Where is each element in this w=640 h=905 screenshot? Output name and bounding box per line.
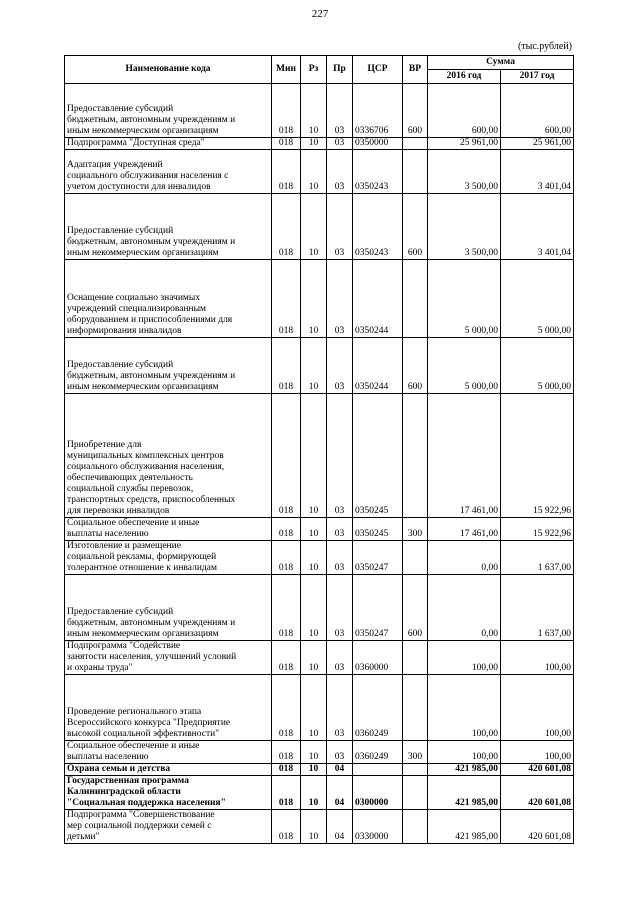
row-sum-2017: 420 601,08 (501, 776, 574, 810)
row-rz: 10 (301, 575, 327, 641)
table-header (65, 56, 574, 84)
row-min: 018 (272, 518, 301, 541)
row-sum-2016: 17 461,00 (428, 394, 501, 518)
table-row (65, 260, 574, 338)
row-pr: 03 (327, 338, 353, 394)
row-min: 018 (272, 641, 301, 675)
row-pr: 04 (327, 764, 353, 776)
row-sum-2016: 421 985,00 (428, 776, 501, 810)
row-name: Охрана семьи и детства (65, 764, 272, 776)
table-row (65, 394, 574, 518)
row-csr: 0350243 (353, 194, 403, 260)
row-sum-2016: 5 000,00 (428, 338, 501, 394)
row-vr (403, 150, 428, 194)
row-sum-2017: 3 401,04 (501, 194, 574, 260)
header-name: Наименование кода (65, 56, 272, 84)
row-rz: 10 (301, 138, 327, 150)
row-rz: 10 (301, 776, 327, 810)
row-min: 018 (272, 84, 301, 138)
row-min: 018 (272, 338, 301, 394)
row-csr: 0300000 (353, 776, 403, 810)
row-sum-2017: 1 637,00 (501, 541, 574, 575)
row-min: 018 (272, 394, 301, 518)
row-csr: 0336706 (353, 84, 403, 138)
row-pr: 03 (327, 518, 353, 541)
row-rz: 10 (301, 150, 327, 194)
row-name: Государственная программа Калининградской области "Социальная поддержка населения" (65, 776, 272, 810)
row-csr: 0350244 (353, 260, 403, 338)
row-sum-2016: 421 985,00 (428, 810, 501, 844)
page-number: 227 (311, 8, 329, 20)
table-row (65, 84, 574, 138)
row-rz: 10 (301, 675, 327, 741)
row-sum-2016: 421 985,00 (428, 764, 501, 776)
row-vr: 600 (403, 575, 428, 641)
row-vr (403, 138, 428, 150)
row-sum-2017: 15 922,96 (501, 518, 574, 541)
row-csr (353, 764, 403, 776)
row-csr: 0350247 (353, 575, 403, 641)
row-name: Проведение регионального этапа Всероссийского конкурса "Предприятие высокой социальной эффективности" (65, 675, 272, 741)
row-sum-2017: 420 601,08 (501, 764, 574, 776)
table-row (65, 150, 574, 194)
header-2017: 2017 год (501, 70, 574, 84)
table-row (65, 810, 574, 844)
row-sum-2016: 17 461,00 (428, 518, 501, 541)
row-rz: 10 (301, 641, 327, 675)
table-row (65, 764, 574, 776)
row-sum-2017: 100,00 (501, 675, 574, 741)
row-name: Подпрограмма "Совершенствование мер социальной поддержки семей с детьми" (65, 810, 272, 844)
row-name: Социальное обеспечение и иные выплаты населению (65, 741, 272, 764)
row-pr: 03 (327, 575, 353, 641)
header-pr: Пр (327, 56, 353, 84)
row-vr (403, 810, 428, 844)
row-sum-2017: 100,00 (501, 741, 574, 764)
table-row (65, 641, 574, 675)
row-min: 018 (272, 575, 301, 641)
row-name: Изготовление и размещение социальной рекламы, формирующей толерантное отношение к инвалидам (65, 541, 272, 575)
row-csr: 0330000 (353, 810, 403, 844)
row-rz: 10 (301, 518, 327, 541)
row-rz: 10 (301, 338, 327, 394)
row-sum-2017: 600,00 (501, 84, 574, 138)
row-sum-2016: 100,00 (428, 641, 501, 675)
row-vr (403, 675, 428, 741)
table-row (65, 741, 574, 764)
table-row (65, 194, 574, 260)
header-csr: ЦСР (353, 56, 403, 84)
row-csr: 0360249 (353, 675, 403, 741)
row-sum-2017: 3 401,04 (501, 150, 574, 194)
table-row (65, 541, 574, 575)
row-csr: 0350247 (353, 541, 403, 575)
units-note: (тыс.рублей) (517, 41, 572, 52)
row-pr: 03 (327, 675, 353, 741)
row-rz: 10 (301, 394, 327, 518)
row-min: 018 (272, 260, 301, 338)
budget-table (64, 55, 574, 844)
row-min: 018 (272, 138, 301, 150)
header-min: Мин (272, 56, 301, 84)
row-vr (403, 776, 428, 810)
row-sum-2016: 0,00 (428, 541, 501, 575)
row-pr: 03 (327, 394, 353, 518)
row-pr: 03 (327, 150, 353, 194)
row-name: Предоставление субсидий бюджетным, автономным учреждениям и иным некоммерческим организациям (65, 338, 272, 394)
row-min: 018 (272, 741, 301, 764)
row-csr: 0350245 (353, 518, 403, 541)
header-vr: ВР (403, 56, 428, 84)
row-vr: 600 (403, 84, 428, 138)
row-vr (403, 541, 428, 575)
row-csr: 0350244 (353, 338, 403, 394)
row-sum-2016: 5 000,00 (428, 260, 501, 338)
row-sum-2017: 1 637,00 (501, 575, 574, 641)
table-row (65, 776, 574, 810)
row-min: 018 (272, 776, 301, 810)
row-sum-2017: 15 922,96 (501, 394, 574, 518)
row-name: Предоставление субсидий бюджетным, автономным учреждениям и иным некоммерческим организациям (65, 575, 272, 641)
row-rz: 10 (301, 194, 327, 260)
row-rz: 10 (301, 260, 327, 338)
row-sum-2016: 3 500,00 (428, 194, 501, 260)
header-2016: 2016 год (428, 70, 501, 84)
row-min: 018 (272, 764, 301, 776)
header-sum: Сумма (428, 56, 574, 70)
row-sum-2017: 5 000,00 (501, 260, 574, 338)
row-vr (403, 641, 428, 675)
row-pr: 04 (327, 810, 353, 844)
row-name: Приобретение для муниципальных комплексных центров социального обслуживания населения, обеспечивающих деятельность социальной службы перевозок, транспортных средств, приспособленных для перевозки инвалидов (65, 394, 272, 518)
row-min: 018 (272, 150, 301, 194)
row-rz: 10 (301, 810, 327, 844)
row-pr: 03 (327, 84, 353, 138)
row-rz: 10 (301, 541, 327, 575)
row-vr (403, 764, 428, 776)
table-row (65, 518, 574, 541)
row-sum-2017: 100,00 (501, 641, 574, 675)
row-name: Подпрограмма "Доступная среда" (65, 138, 272, 150)
row-csr: 0360249 (353, 741, 403, 764)
row-min: 018 (272, 810, 301, 844)
table-row (65, 675, 574, 741)
row-vr (403, 260, 428, 338)
row-pr: 03 (327, 138, 353, 150)
row-pr: 03 (327, 541, 353, 575)
row-sum-2016: 100,00 (428, 741, 501, 764)
row-sum-2017: 420 601,08 (501, 810, 574, 844)
row-min: 018 (272, 194, 301, 260)
row-sum-2016: 3 500,00 (428, 150, 501, 194)
header-rz: Рз (301, 56, 327, 84)
row-name: Адаптация учреждений социального обслуживания населения с учетом доступности для инвалидов (65, 150, 272, 194)
row-csr: 0350000 (353, 138, 403, 150)
row-rz: 10 (301, 764, 327, 776)
row-sum-2016: 100,00 (428, 675, 501, 741)
row-vr: 300 (403, 518, 428, 541)
row-pr: 03 (327, 260, 353, 338)
row-pr: 03 (327, 194, 353, 260)
row-vr: 600 (403, 194, 428, 260)
row-sum-2016: 0,00 (428, 575, 501, 641)
row-name: Подпрограмма "Содействие занятости населения, улучшений условий и охраны труда" (65, 641, 272, 675)
row-sum-2016: 25 961,00 (428, 138, 501, 150)
row-name: Социальное обеспечение и иные выплаты населению (65, 518, 272, 541)
row-vr: 300 (403, 741, 428, 764)
row-vr (403, 394, 428, 518)
row-pr: 03 (327, 641, 353, 675)
row-min: 018 (272, 541, 301, 575)
row-sum-2017: 5 000,00 (501, 338, 574, 394)
row-name: Предоставление субсидий бюджетным, автономным учреждениям и иным некоммерческим организациям (65, 194, 272, 260)
row-csr: 0350243 (353, 150, 403, 194)
row-name: Оснащение социально значимых учреждений специализированным оборудованием и приспособлениями для информирования инвалидов (65, 260, 272, 338)
row-min: 018 (272, 675, 301, 741)
row-pr: 03 (327, 741, 353, 764)
row-csr: 0350245 (353, 394, 403, 518)
row-rz: 10 (301, 741, 327, 764)
row-csr: 0360000 (353, 641, 403, 675)
table-row (65, 575, 574, 641)
row-vr: 600 (403, 338, 428, 394)
row-sum-2017: 25 961,00 (501, 138, 574, 150)
row-sum-2016: 600,00 (428, 84, 501, 138)
table-row (65, 138, 574, 150)
table-row (65, 338, 574, 394)
row-rz: 10 (301, 84, 327, 138)
table-body (65, 84, 574, 844)
row-pr: 04 (327, 776, 353, 810)
row-name: Предоставление субсидий бюджетным, автономным учреждениям и иным некоммерческим организациям (65, 84, 272, 138)
